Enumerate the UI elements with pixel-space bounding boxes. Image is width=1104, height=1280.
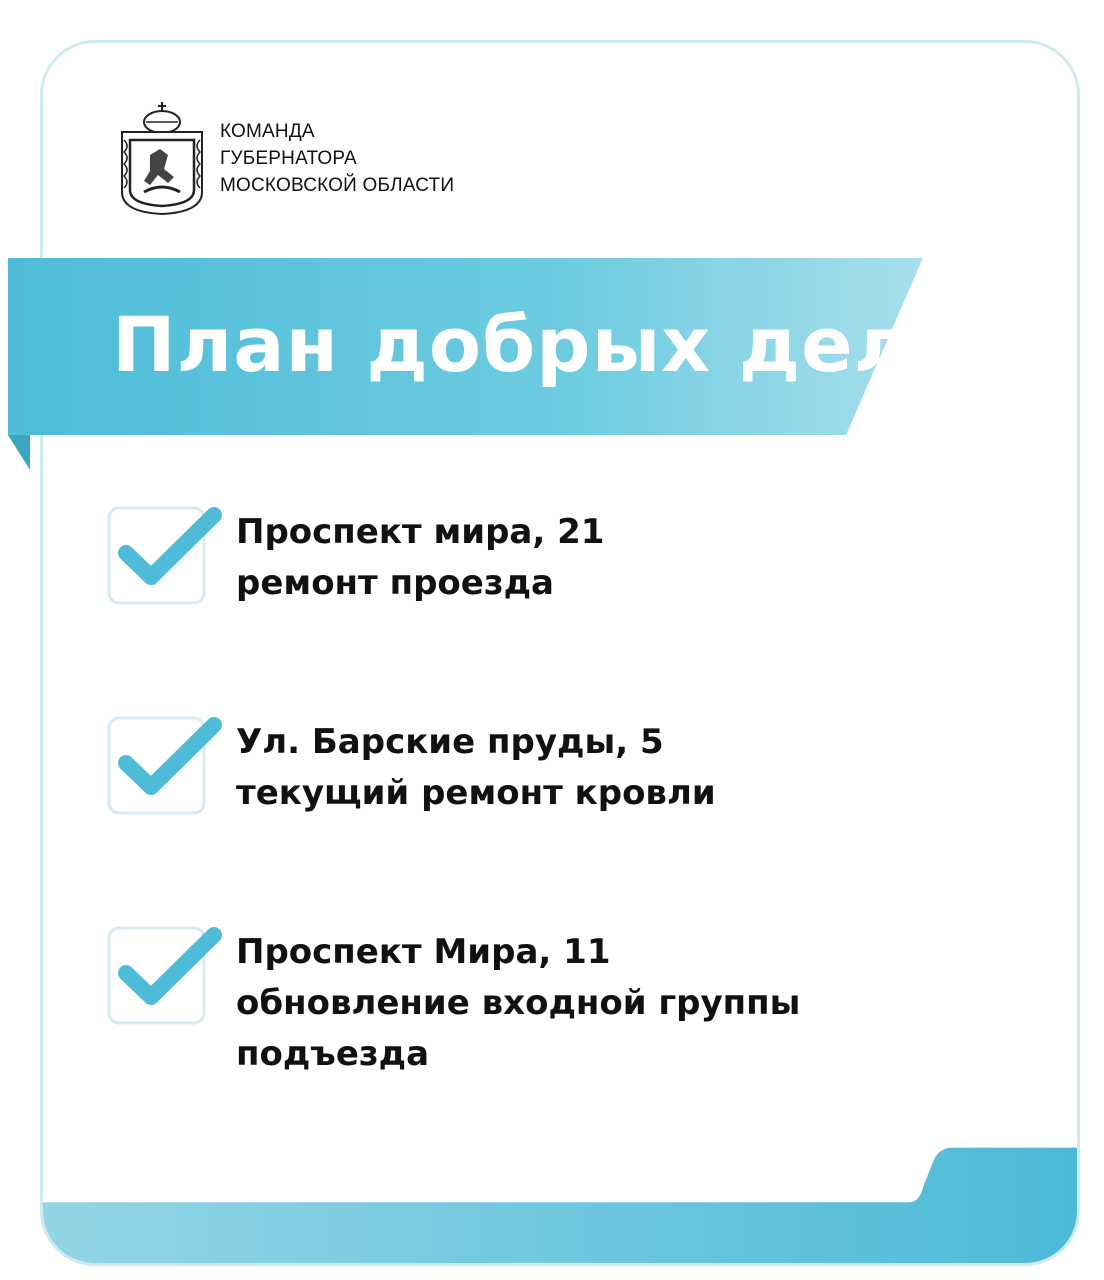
item-description: ремонт проезда <box>236 563 554 603</box>
item-address: Проспект Мира, 11 <box>236 932 611 972</box>
logo-line-2: ГУБЕРНАТОРА <box>220 147 357 169</box>
card <box>40 40 1080 1266</box>
bottom-wave-band <box>43 43 1077 1263</box>
governor-team-logo <box>116 100 454 216</box>
item-address: Ул. Барские пруды, 5 <box>236 722 664 762</box>
list-item <box>106 925 800 1080</box>
item-description-cont: подъезда <box>236 1034 430 1074</box>
item-address: Проспект мира, 21 <box>236 512 605 552</box>
logo-line-1: КОМАНДА <box>220 120 315 142</box>
page-title: План добрых дел <box>112 300 911 389</box>
list-item <box>106 715 716 819</box>
logo-line-3: МОСКОВСКОЙ ОБЛАСТИ <box>220 174 455 196</box>
checkbox-checked-icon <box>106 715 226 815</box>
checkbox-checked-icon <box>106 925 226 1025</box>
checkbox-checked-icon <box>106 505 226 605</box>
item-description: текущий ремонт кровли <box>236 773 716 813</box>
list-item <box>106 505 604 609</box>
coat-of-arms-icon <box>116 100 208 216</box>
item-description: обновление входной группы <box>236 983 801 1023</box>
